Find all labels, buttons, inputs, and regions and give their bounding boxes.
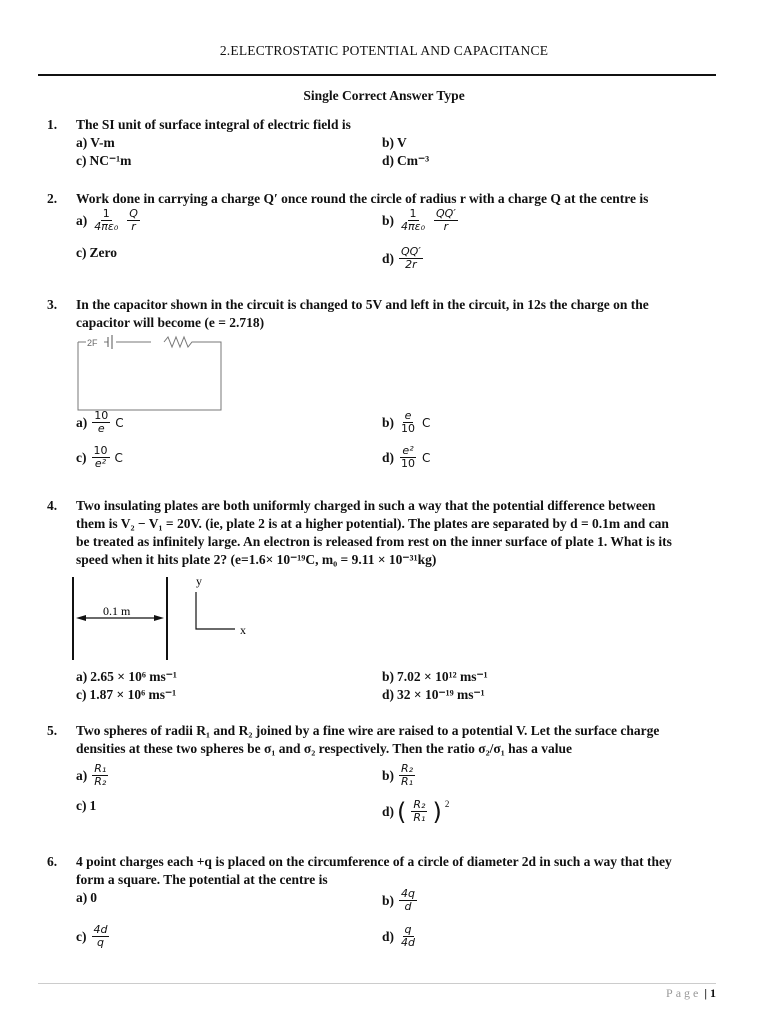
section-heading: Single Correct Answer Type — [303, 88, 465, 103]
option-label: b) — [382, 212, 395, 228]
fraction — [399, 410, 417, 435]
question-text: capacitor will become (e = 2.718) — [76, 315, 265, 330]
option-label: d) — [382, 153, 395, 168]
question-text: form a square. The potential at the centre is — [76, 872, 328, 887]
fraction — [399, 246, 423, 271]
fraction — [434, 208, 458, 233]
numerator: R₁ — [94, 762, 107, 775]
option-d[interactable] — [382, 924, 419, 949]
option-text: V-m — [90, 135, 115, 150]
option-label: c) — [76, 449, 87, 465]
option-a[interactable] — [76, 135, 115, 151]
unit: C — [115, 415, 124, 430]
numerator: QQ′ — [401, 245, 421, 258]
option-text: V — [397, 135, 407, 150]
option-label: b) — [382, 414, 395, 430]
option-label: a) — [76, 669, 88, 684]
fraction — [399, 763, 415, 788]
unit: C — [114, 450, 123, 465]
option-text: 32 × 10⁻¹⁹ ms⁻¹ — [397, 687, 485, 702]
denominator: d — [404, 900, 412, 913]
numerator: Q — [129, 207, 138, 220]
option-b[interactable] — [382, 410, 430, 435]
fraction — [411, 799, 427, 824]
x-axis-label: x — [240, 623, 246, 637]
header-rule — [38, 74, 716, 76]
question-text: be treated as infinitely large. An electron is released from rest on the inner surface of plate 1. What is its — [76, 534, 672, 549]
option-c[interactable] — [76, 245, 117, 261]
option-d[interactable] — [382, 153, 429, 169]
fraction — [127, 208, 140, 233]
numerator: q — [404, 923, 412, 936]
option-label: b) — [382, 767, 395, 783]
plates-diagram — [70, 572, 260, 664]
page-label: Page — [666, 986, 702, 1000]
option-label: d) — [382, 928, 395, 944]
option-label: d) — [382, 687, 395, 702]
option-label: a) — [76, 890, 88, 905]
option-text: 1.87 × 10⁶ ms⁻¹ — [89, 687, 177, 702]
denominator: 10 — [401, 457, 416, 470]
question-text: speed when it hits plate 2? (e=1.6× 10⁻¹⁹C, m₀ = 9.11 × 10⁻³¹kg) — [76, 552, 437, 567]
numerator: e² — [402, 444, 414, 457]
numerator: R₂ — [401, 762, 414, 775]
fraction — [92, 445, 110, 470]
y-axis-label: y — [196, 574, 202, 588]
denominator: R₂ — [94, 775, 107, 788]
option-b[interactable] — [382, 888, 419, 913]
question-text: them is V₂ − V₁ = 20V. (ie, plate 2 is at a higher potential). The plates are separated by d = 0.1m and can — [76, 516, 669, 531]
option-label: b) — [382, 135, 395, 150]
option-b[interactable] — [382, 669, 488, 685]
capacitor-label: 2F — [87, 338, 98, 348]
page-separator: | — [704, 986, 707, 1000]
left-paren: ( — [397, 797, 407, 826]
question-number: 2. — [47, 191, 58, 206]
option-text: 2.65 × 10⁶ ms⁻¹ — [90, 669, 177, 684]
numerator: 4q — [401, 887, 415, 900]
denominator: R₁ — [413, 811, 426, 824]
option-label: c) — [76, 687, 87, 702]
numerator: 1 — [102, 207, 110, 220]
option-text: 0 — [90, 890, 97, 905]
option-c[interactable] — [76, 798, 96, 814]
denominator: 4πε₀ — [401, 220, 425, 233]
option-c[interactable] — [76, 924, 111, 949]
distance-label: 0.1 m — [103, 604, 131, 618]
numerator: 10 — [93, 444, 108, 457]
question-text: densities at these two spheres be σ₁ and σ₂ respectively. Then the ratio σ₂/σ₁ has a value — [76, 741, 572, 756]
denominator: r — [131, 220, 136, 233]
option-text: Cm⁻³ — [397, 153, 430, 168]
numerator: 1 — [409, 207, 417, 220]
option-c[interactable] — [76, 687, 176, 703]
option-a[interactable] — [76, 669, 177, 685]
option-label: a) — [76, 135, 88, 150]
fraction — [92, 924, 110, 949]
numerator: QQ′ — [436, 207, 456, 220]
denominator: q — [97, 936, 104, 949]
question-number: 1. — [47, 117, 58, 132]
question-text: In the capacitor shown in the circuit is changed to 5V and left in the circuit, in 12s the charge on the — [76, 297, 649, 312]
footer-rule — [38, 983, 716, 984]
denominator: 4d — [401, 936, 415, 949]
fraction — [92, 763, 108, 788]
option-text: NC⁻¹m — [89, 153, 132, 168]
unit: C — [422, 450, 431, 465]
denominator: R₁ — [401, 775, 414, 788]
document-title: 2.ELECTROSTATIC POTENTIAL AND CAPACITANCE — [219, 43, 549, 58]
option-label: c) — [76, 798, 87, 813]
option-label: c) — [76, 928, 87, 944]
unit: C — [422, 415, 431, 430]
fraction — [399, 888, 417, 913]
right-paren: ) — [432, 797, 442, 826]
option-c[interactable] — [76, 445, 123, 470]
denominator: r — [443, 220, 449, 233]
option-a[interactable] — [76, 763, 110, 788]
numerator: 10 — [94, 409, 109, 422]
option-c[interactable] — [76, 153, 131, 169]
option-label: d) — [382, 449, 395, 465]
exponent: 2 — [444, 799, 450, 809]
fraction — [399, 924, 417, 949]
option-label: a) — [76, 767, 88, 783]
option-text: Zero — [89, 245, 117, 260]
page-number: 1 — [710, 986, 716, 1000]
fraction — [92, 208, 120, 233]
option-label: d) — [382, 250, 395, 266]
option-label: b) — [382, 669, 395, 684]
option-b[interactable] — [382, 763, 417, 788]
option-text: 7.02 × 10¹² ms⁻¹ — [397, 669, 488, 684]
denominator: e² — [94, 457, 107, 470]
numerator: e — [404, 409, 412, 422]
option-b[interactable] — [382, 135, 407, 151]
option-label: a) — [76, 414, 88, 430]
option-a[interactable] — [76, 208, 142, 233]
option-d[interactable] — [382, 799, 449, 824]
question-number: 5. — [47, 723, 58, 738]
circuit-diagram — [76, 334, 226, 412]
question-text: The SI unit of surface integral of electric field is — [76, 117, 351, 132]
fraction — [92, 410, 110, 435]
option-a[interactable] — [76, 890, 97, 906]
question-text: Work done in carrying a charge Q′ once round the circle of radius r with a charge Q at the centre is — [76, 191, 649, 206]
page-footer — [666, 986, 716, 1001]
option-text: 1 — [89, 798, 97, 813]
option-d[interactable] — [382, 246, 425, 271]
numerator: 4d — [93, 923, 108, 936]
denominator: 10 — [401, 422, 416, 435]
question-text: 4 point charges each +q is placed on the circumference of a circle of diameter 2d in such a way that they — [76, 854, 672, 869]
option-label: c) — [76, 153, 87, 168]
denominator: 2r — [405, 258, 417, 271]
option-d[interactable] — [382, 445, 430, 470]
option-a[interactable] — [76, 410, 124, 435]
fraction — [399, 208, 427, 233]
option-label: d) — [382, 803, 395, 819]
question-text: Two spheres of radii R₁ and R₂ joined by a fine wire are raised to a potential V. Let the surface charge — [76, 723, 660, 738]
option-label: a) — [76, 212, 88, 228]
question-number: 4. — [47, 498, 58, 513]
fraction — [399, 445, 417, 470]
question-number: 3. — [47, 297, 58, 312]
option-label: c) — [76, 245, 87, 260]
numerator: R₂ — [413, 798, 426, 811]
denominator: e — [97, 422, 105, 435]
option-label: b) — [382, 892, 395, 908]
question-text: Two insulating plates are both uniformly charged in such a way that the potential difference between — [76, 498, 656, 513]
option-b[interactable] — [382, 208, 460, 233]
denominator: 4πε₀ — [94, 220, 119, 233]
option-d[interactable] — [382, 687, 485, 703]
question-number: 6. — [47, 854, 58, 869]
